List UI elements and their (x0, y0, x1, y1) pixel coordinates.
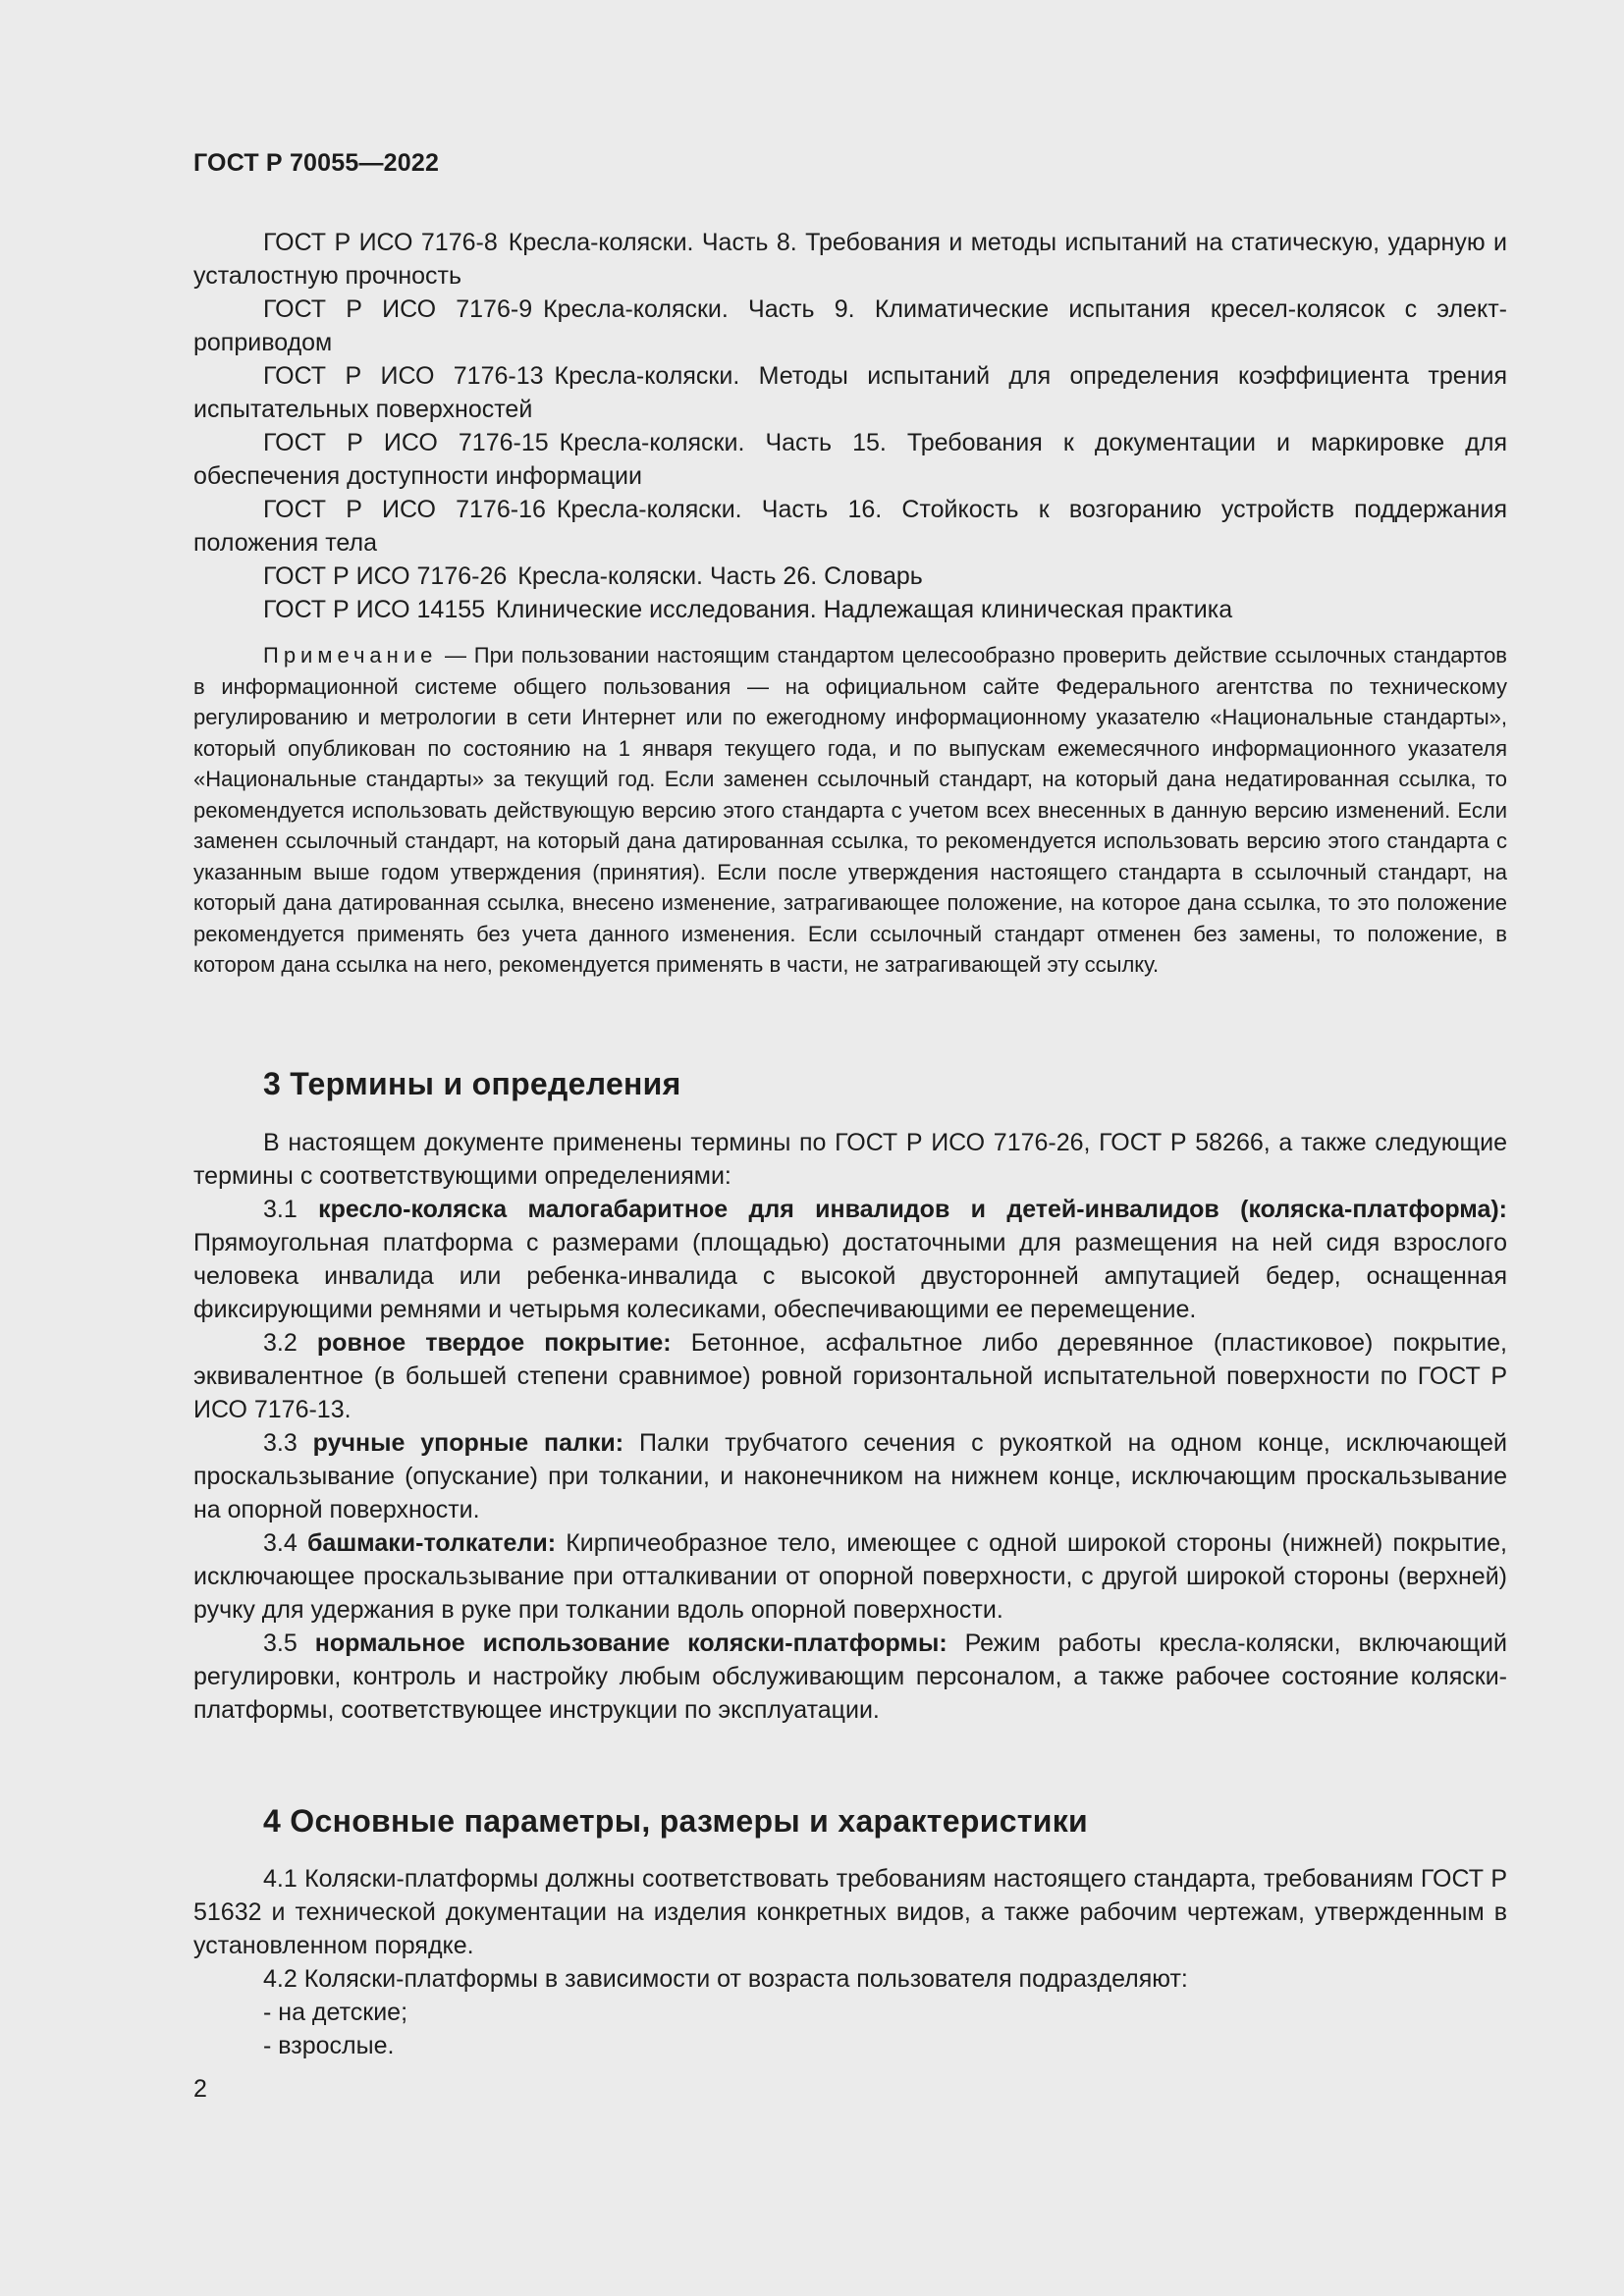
paragraph: 4.2 Коляски-платформы в зависимости от возраста пользователя подразделяют: (263, 1965, 1188, 1993)
note-paragraph (193, 640, 1507, 981)
section-3-heading: 3 Термины и определения (263, 1066, 681, 1101)
reference-item: ГОСТ Р ИСО 7176-26 Кресла-коляски. Часть 26. Словарь (263, 562, 923, 590)
page-number: 2 (193, 2075, 207, 2103)
reference-item: ГОСТ Р ИСО 7176-15 Кресла-коляски. Часть 15. Требования к документации и маркировке для обеспечения доступности информации (193, 429, 1507, 490)
term-name: кресло-коляска малогабаритное для инвалидов и детей-инвалидов (коляска-платформа): (318, 1196, 1507, 1223)
parameters-section (193, 1862, 1507, 2062)
term-item: 3.1 кресло-коляска малогабаритное для инвалидов и детей-инвалидов (коляска-платформа): Прямоугольная платформа с размерами (площадью) достаточными для размещения на ней сидя взрослого человека инвалида или ребенка-инвалида с высокой двусторонней ампутацией бедер, оснащенная фиксирующими ремнями и четырьмя колесиками, обеспечивающими ее перемещение. (193, 1196, 1507, 1323)
section-4-heading: 4 Основные параметры, размеры и характеристики (263, 1803, 1089, 1839)
reference-item: ГОСТ Р ИСО 7176-13 Кресла-коляски. Методы испытаний для определения коэффициента трения испытательных поверхностей (193, 362, 1507, 423)
terms-section (193, 1126, 1507, 1727)
term-name: ручные упорные палки: (312, 1429, 624, 1457)
term-item: 3.3 ручные упорные палки: Палки трубчатого сечения с рукояткой на одном конце, исключающей проскальзывание (опускание) при толкании, и наконечником на нижнем конце, исключающим проскальзывание на опорной поверхности. (193, 1429, 1507, 1523)
term-item: 3.4 башмаки-толкатели: Кирпичеобразное тело, имеющее с одной широкой стороны (нижней) покрытие, исключающее проскальзывание при отталкивании от опорной поверхности, с другой широкой стороны (верхней) ручку для удержания в руке при толкании вдоль опорной поверхности. (193, 1529, 1507, 1624)
note-text: — При пользовании настоящим стандартом целесообразно проверить действие ссылочных стандартов в информационной системе общего пользования — на официальном сайте Федерального агентства по техническому регулированию и метрологии в сети Интернет или по ежегодному информационному указателю «Национальные стандарты», который опубликован по состоянию на 1 января текущего года, и по выпускам ежемесячного информационного указателя «Национальные стандарты» за текущий год. Если заменен ссылочный стандарт, на который дана недатированная ссылка, то рекомендуется использовать действующую версию этого стандарта с учетом всех внесенных в данную версию изменений. Если заменен ссылочный стандарт, на который дана датированная ссылка, то рекомендуется использовать версию этого стандарта с указанным выше годом утверждения (принятия). Если после утверждения настоящего стандарта в ссылочный стандарт, на который дана датированная ссылка, внесено изменение, затрагивающее положение, на которое дана ссылка, то это положение рекомендуется применять без учета данного изменения. Если ссылочный стандарт отменен без замены, то положение, в котором дана ссылка на него, рекомендуется применять в части, не затрагивающей эту ссылку. (193, 643, 1507, 977)
reference-item: ГОСТ Р ИСО 7176-16 Кресла-коляски. Часть 16. Стойкость к возгоранию устройств поддержания положения тела (193, 496, 1507, 557)
note-lead: Примечание (263, 643, 438, 667)
term-name: нормальное использование коляски-платформы: (314, 1629, 947, 1657)
reference-item: ГОСТ Р ИСО 7176-8 Кресла-коляски. Часть 8. Требования и методы испытаний на статическую, ударную и усталостную прочность (193, 229, 1507, 290)
term-name: башмаки-толкатели: (306, 1529, 557, 1557)
term-name: ровное твердое покрытие: (316, 1329, 672, 1357)
term-item: 3.2 ровное твердое покрытие: Бетонное, асфальтное либо деревянное (пластиковое) покрытие, эквивалентное (в большей степени сравнимое) ровной горизонтальной испытательной поверхности по ГОСТ Р ИСО 7176-13. (193, 1329, 1507, 1423)
term-item: 3.5 нормальное использование коляски-платформы: Режим работы кресла-коляски, включающий регулировки, контроль и настройку любым обслуживающим персоналом, а также рабочее состояние коляски-платформы, соответствующее инструкции по эксплуатации. (193, 1629, 1507, 1724)
terms-intro: В настоящем документе применены термины по ГОСТ Р ИСО 7176-26, ГОСТ Р 58266, а также следующие термины с соответствующими определениями: (193, 1129, 1507, 1190)
list-item: - на детские; (263, 1999, 408, 2026)
reference-item: ГОСТ Р ИСО 14155 Клинические исследования. Надлежащая клиническая практика (263, 596, 1233, 623)
document-header: ГОСТ Р 70055—2022 (193, 149, 440, 177)
reference-item: ГОСТ Р ИСО 7176-9 Кресла-коляски. Часть 9. Климатические испытания кресел-колясок с электроприводом (193, 295, 1507, 356)
paragraph: 4.1 Коляски-платформы должны соответствовать требованиям настоящего стандарта, требованиям ГОСТ Р 51632 и технической документации на изделия конкретных видов, а также рабочим чертежам, утвержденным в установленном порядке. (193, 1865, 1507, 1959)
list-item: - взрослые. (263, 2032, 395, 2059)
references-list (193, 226, 1507, 626)
